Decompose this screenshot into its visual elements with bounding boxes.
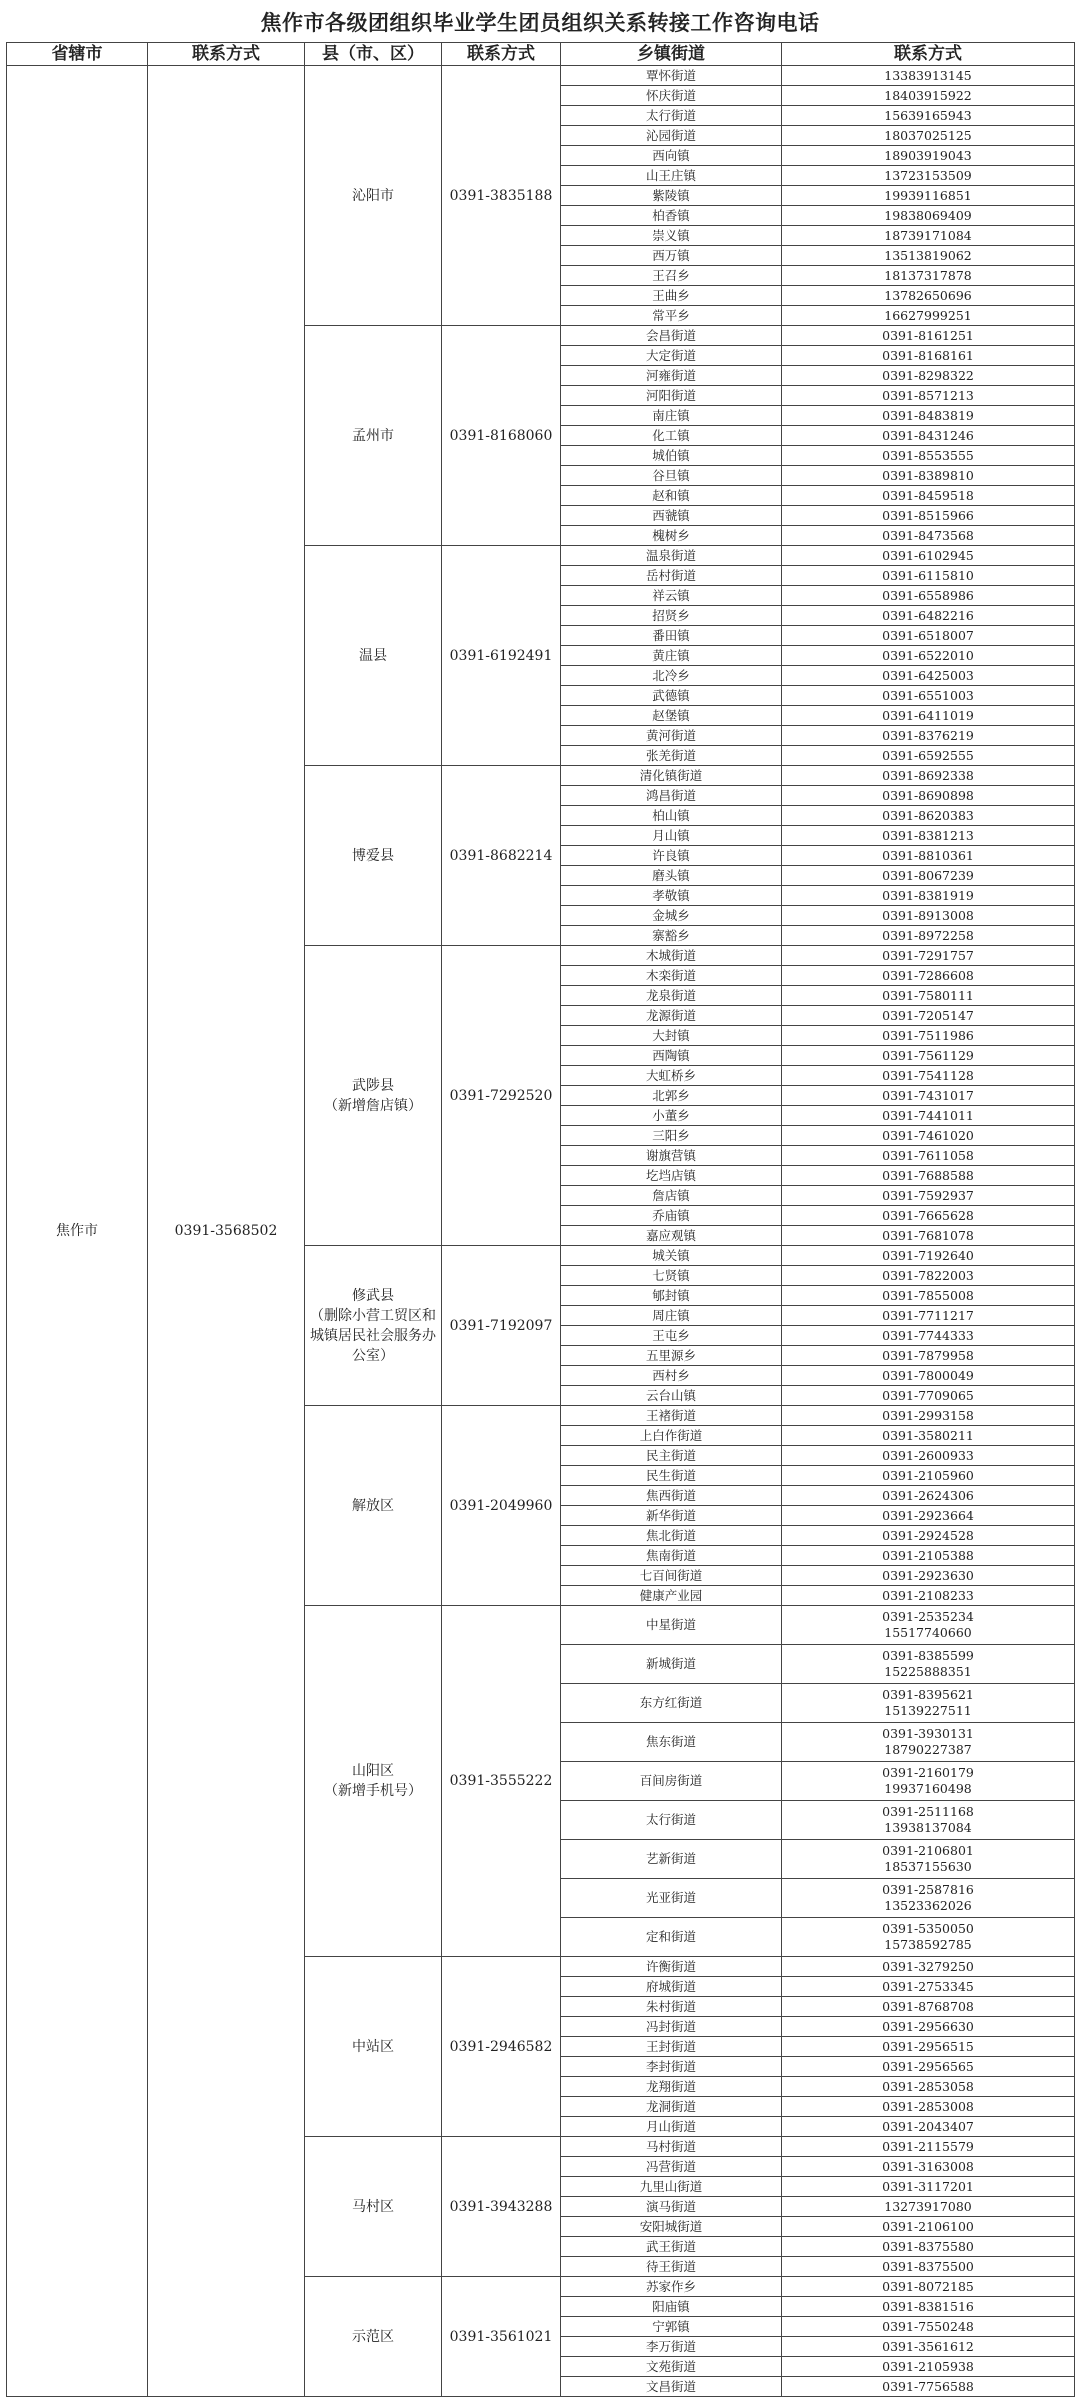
county-note: （新增手机号）: [324, 1783, 422, 1799]
town-phone: 0391-7580111: [782, 986, 1075, 1006]
town-phone-landline: 0391-2587816: [882, 1882, 974, 1897]
town-name: 朱村街道: [561, 1997, 782, 2017]
town-name: 焦南街道: [561, 1546, 782, 1566]
town-name: 木城街道: [561, 946, 782, 966]
town-name: 詹店镇: [561, 1186, 782, 1206]
county-note: （新增詹店镇）: [324, 1097, 422, 1114]
town-name: 河雍街道: [561, 366, 782, 386]
town-phone: 0391-8381919: [782, 886, 1075, 906]
town-phone: 0391-8072185: [782, 2277, 1075, 2297]
town-phone: 0391-8692338: [782, 766, 1075, 786]
town-name: 城伯镇: [561, 446, 782, 466]
town-phone: 0391-8810361: [782, 846, 1075, 866]
town-phone: 0391-7611058: [782, 1146, 1075, 1166]
town-phone: 0391-2108233: [782, 1586, 1075, 1606]
town-phone: 0391-6592555: [782, 746, 1075, 766]
town-phone: 0391-7461020: [782, 1126, 1075, 1146]
town-name: 覃怀街道: [561, 66, 782, 86]
town-name: 七百间街道: [561, 1566, 782, 1586]
town-name: 招贤乡: [561, 606, 782, 626]
town-phone: 0391-2853058: [782, 2077, 1075, 2097]
county-phone: 0391-2946582: [442, 1957, 561, 2137]
header-county-phone: 联系方式: [442, 43, 561, 66]
town-phone: 0391-7511986: [782, 1026, 1075, 1046]
town-phone: 0391-2956630: [782, 2017, 1075, 2037]
town-phone: [782, 1723, 1075, 1762]
town-name: 龙源街道: [561, 1006, 782, 1026]
town-name: 清化镇街道: [561, 766, 782, 786]
town-phone: 0391-2600933: [782, 1446, 1075, 1466]
town-phone: 15639165943: [782, 106, 1075, 126]
header-town-phone: 联系方式: [782, 43, 1075, 66]
town-phone-landline: 0391-2535234: [882, 1609, 974, 1624]
town-name: 磨头镇: [561, 866, 782, 886]
town-phone: 0391-6558986: [782, 586, 1075, 606]
county-phone: 0391-6192491: [442, 546, 561, 766]
town-phone: [782, 1918, 1075, 1957]
town-name: 祥云镇: [561, 586, 782, 606]
town-phone: 16627999251: [782, 306, 1075, 326]
town-phone: 19939116851: [782, 186, 1075, 206]
town-name: 孝敬镇: [561, 886, 782, 906]
county-name: 博爱县: [352, 847, 394, 864]
town-phone: 0391-7441011: [782, 1106, 1075, 1126]
town-name: 郇封镇: [561, 1286, 782, 1306]
town-name: 岳村街道: [561, 566, 782, 586]
town-name: 化工镇: [561, 426, 782, 446]
town-name: 王曲乡: [561, 286, 782, 306]
town-name: 柏山镇: [561, 806, 782, 826]
town-phone: 0391-7879958: [782, 1346, 1075, 1366]
town-name: 焦北街道: [561, 1526, 782, 1546]
county-name: 武陟县: [352, 1077, 394, 1094]
town-name: 西万镇: [561, 246, 782, 266]
town-name: 李封街道: [561, 2057, 782, 2077]
town-name: 西虢镇: [561, 506, 782, 526]
county-cell: [305, 546, 442, 766]
town-phone: [782, 1801, 1075, 1840]
town-phone: 0391-8553555: [782, 446, 1075, 466]
town-name: 温泉街道: [561, 546, 782, 566]
town-phone: 18903919043: [782, 146, 1075, 166]
table-row: [7, 66, 1075, 86]
header-city-phone: 联系方式: [148, 43, 305, 66]
county-cell: [305, 1246, 442, 1406]
town-name: 王褚街道: [561, 1406, 782, 1426]
town-phone: 0391-6522010: [782, 646, 1075, 666]
town-name: 会昌街道: [561, 326, 782, 346]
town-phone: 0391-2993158: [782, 1406, 1075, 1426]
town-phone: [782, 1606, 1075, 1645]
town-name: 宁郭镇: [561, 2317, 782, 2337]
town-phone: 0391-8913008: [782, 906, 1075, 926]
town-name: 许衡街道: [561, 1957, 782, 1977]
town-name: 待王街道: [561, 2257, 782, 2277]
town-phone-landline: 0391-2160179: [882, 1765, 974, 1780]
county-name: 温县: [359, 647, 387, 664]
town-phone: 19838069409: [782, 206, 1075, 226]
town-name: 演马街道: [561, 2197, 782, 2217]
town-phone: 0391-7541128: [782, 1066, 1075, 1086]
town-phone: 18403915922: [782, 86, 1075, 106]
town-phone: 0391-2923630: [782, 1566, 1075, 1586]
town-phone: 13782650696: [782, 286, 1075, 306]
town-phone: [782, 1840, 1075, 1879]
county-phone: 0391-7292520: [442, 946, 561, 1246]
town-phone-mobile: 13523362026: [884, 1898, 972, 1913]
town-phone: 0391-6551003: [782, 686, 1075, 706]
town-phone: 0391-3279250: [782, 1957, 1075, 1977]
town-name: 金城乡: [561, 906, 782, 926]
town-phone: 13723153509: [782, 166, 1075, 186]
town-name: 谷旦镇: [561, 466, 782, 486]
town-name: 光亚街道: [561, 1879, 782, 1918]
town-phone: 0391-7688588: [782, 1166, 1075, 1186]
town-phone: 0391-7681078: [782, 1226, 1075, 1246]
town-phone: 13273917080: [782, 2197, 1075, 2217]
county-name: 中站区: [352, 2038, 394, 2055]
town-name: 安阳城街道: [561, 2217, 782, 2237]
town-phone-mobile: 18537155630: [884, 1859, 972, 1874]
county-cell: [305, 1957, 442, 2137]
county-phone: 0391-3943288: [442, 2137, 561, 2277]
county-cell: [305, 2277, 442, 2397]
county-name: 解放区: [352, 1497, 394, 1514]
town-phone: 18739171084: [782, 226, 1075, 246]
town-name: 乔庙镇: [561, 1206, 782, 1226]
town-name: 西陶镇: [561, 1046, 782, 1066]
town-phone: 0391-8381516: [782, 2297, 1075, 2317]
town-phone: 13513819062: [782, 246, 1075, 266]
document-title: 焦作市各级团组织毕业学生团员组织关系转接工作咨询电话: [260, 10, 820, 35]
county-name: 山阳区: [352, 1763, 394, 1779]
town-name: 东方红街道: [561, 1684, 782, 1723]
town-name: 北郭乡: [561, 1086, 782, 1106]
town-name: 王封街道: [561, 2037, 782, 2057]
town-phone: 0391-3163008: [782, 2157, 1075, 2177]
town-phone: 0391-8473568: [782, 526, 1075, 546]
town-phone: 0391-6482216: [782, 606, 1075, 626]
town-phone: 0391-3580211: [782, 1426, 1075, 1446]
town-name: 九里山街道: [561, 2177, 782, 2197]
town-name: 新华街道: [561, 1506, 782, 1526]
town-phone: 0391-2043407: [782, 2117, 1075, 2137]
town-phone: 0391-3561612: [782, 2337, 1075, 2357]
town-name: 沁园街道: [561, 126, 782, 146]
county-cell: [305, 946, 442, 1246]
town-name: 焦东街道: [561, 1723, 782, 1762]
town-phone: [782, 1645, 1075, 1684]
town-phone-landline: 0391-2106801: [882, 1843, 974, 1858]
town-phone-mobile: 15738592785: [884, 1937, 972, 1952]
town-name: 怀庆街道: [561, 86, 782, 106]
town-phone: [782, 1762, 1075, 1801]
town-phone-mobile: 15225888351: [884, 1664, 972, 1679]
town-phone: 0391-7711217: [782, 1306, 1075, 1326]
town-name: 武德镇: [561, 686, 782, 706]
town-phone: 0391-8161251: [782, 326, 1075, 346]
town-phone: 0391-8376219: [782, 726, 1075, 746]
town-name: 大虹桥乡: [561, 1066, 782, 1086]
town-phone: 0391-2105960: [782, 1466, 1075, 1486]
town-name: 南庄镇: [561, 406, 782, 426]
town-name: 嘉应观镇: [561, 1226, 782, 1246]
county-name: 孟州市: [352, 427, 394, 444]
city-name: 焦作市: [7, 66, 148, 2397]
town-phone: 0391-2105938: [782, 2357, 1075, 2377]
town-name: 紫陵镇: [561, 186, 782, 206]
town-phone: 18137317878: [782, 266, 1075, 286]
town-phone-mobile: 19937160498: [884, 1781, 972, 1796]
town-name: 七贤镇: [561, 1266, 782, 1286]
county-cell: [305, 1606, 442, 1957]
county-name: 沁阳市: [352, 187, 394, 204]
county-cell: [305, 326, 442, 546]
town-name: 周庄镇: [561, 1306, 782, 1326]
county-cell: [305, 766, 442, 946]
town-phone-mobile: 15139227511: [884, 1703, 972, 1718]
town-name: 太行街道: [561, 1801, 782, 1840]
town-name: 城关镇: [561, 1246, 782, 1266]
town-phone: 0391-6102945: [782, 546, 1075, 566]
town-name: 龙洞街道: [561, 2097, 782, 2117]
town-phone: 0391-7550248: [782, 2317, 1075, 2337]
town-phone: 0391-7822003: [782, 1266, 1075, 1286]
town-name: 圪垱店镇: [561, 1166, 782, 1186]
county-cell: [305, 2137, 442, 2277]
contact-table: [6, 42, 1075, 2397]
town-phone: 0391-8571213: [782, 386, 1075, 406]
town-name: 苏家作乡: [561, 2277, 782, 2297]
town-phone-mobile: 13938137084: [884, 1820, 972, 1835]
town-name: 大定街道: [561, 346, 782, 366]
county-phone: 0391-8168060: [442, 326, 561, 546]
town-name: 许良镇: [561, 846, 782, 866]
town-name: 小董乡: [561, 1106, 782, 1126]
town-phone: 0391-3117201: [782, 2177, 1075, 2197]
town-phone-landline: 0391-3930131: [882, 1726, 974, 1741]
town-name: 谢旗营镇: [561, 1146, 782, 1166]
county-name: 马村区: [352, 2198, 394, 2215]
town-phone: 0391-7800049: [782, 1366, 1075, 1386]
town-phone: 0391-7709065: [782, 1386, 1075, 1406]
town-name: 民主街道: [561, 1446, 782, 1466]
town-phone: 0391-2115579: [782, 2137, 1075, 2157]
town-name: 三阳乡: [561, 1126, 782, 1146]
town-phone: 0391-8381213: [782, 826, 1075, 846]
town-name: 王屯乡: [561, 1326, 782, 1346]
county-phone: 0391-8682214: [442, 766, 561, 946]
header-city: 省辖市: [7, 43, 148, 66]
town-phone: 0391-8768708: [782, 1997, 1075, 2017]
town-phone: 0391-8375500: [782, 2257, 1075, 2277]
town-phone: 0391-7192640: [782, 1246, 1075, 1266]
town-phone: 0391-2753345: [782, 1977, 1075, 1997]
town-name: 龙翔街道: [561, 2077, 782, 2097]
town-phone: 13383913145: [782, 66, 1075, 86]
town-name: 民生街道: [561, 1466, 782, 1486]
town-name: 河阳街道: [561, 386, 782, 406]
town-name: 赵堡镇: [561, 706, 782, 726]
town-name: 常平乡: [561, 306, 782, 326]
town-phone: 0391-7431017: [782, 1086, 1075, 1106]
town-phone: 0391-7855008: [782, 1286, 1075, 1306]
town-name: 槐树乡: [561, 526, 782, 546]
header-county: 县（市、区）: [305, 43, 442, 66]
town-phone: 0391-7744333: [782, 1326, 1075, 1346]
town-phone-mobile: 15517740660: [884, 1625, 972, 1640]
town-phone: 0391-2956515: [782, 2037, 1075, 2057]
county-name: 示范区: [352, 2328, 394, 2345]
town-name: 北冷乡: [561, 666, 782, 686]
town-name: 李万街道: [561, 2337, 782, 2357]
town-name: 大封镇: [561, 1026, 782, 1046]
town-name: 百间房街道: [561, 1762, 782, 1801]
town-phone: 0391-2105388: [782, 1546, 1075, 1566]
town-phone: [782, 1684, 1075, 1723]
county-name: 修武县: [352, 1287, 394, 1304]
town-phone: 0391-6115810: [782, 566, 1075, 586]
town-name: 艺新街道: [561, 1840, 782, 1879]
county-cell: [305, 66, 442, 326]
town-name: 寨豁乡: [561, 926, 782, 946]
town-name: 鸿昌街道: [561, 786, 782, 806]
town-name: 西村乡: [561, 1366, 782, 1386]
town-name: 山王庄镇: [561, 166, 782, 186]
town-phone-landline: 0391-8395621: [882, 1687, 974, 1702]
town-name: 云台山镇: [561, 1386, 782, 1406]
town-name: 赵和镇: [561, 486, 782, 506]
town-name: 番田镇: [561, 626, 782, 646]
town-phone: 0391-8168161: [782, 346, 1075, 366]
town-name: 西向镇: [561, 146, 782, 166]
town-phone: 0391-8620383: [782, 806, 1075, 826]
town-phone: 0391-7205147: [782, 1006, 1075, 1026]
town-name: 黄庄镇: [561, 646, 782, 666]
town-phone: 0391-8298322: [782, 366, 1075, 386]
town-name: 太行街道: [561, 106, 782, 126]
town-phone: 18037025125: [782, 126, 1075, 146]
town-phone: 0391-8972258: [782, 926, 1075, 946]
town-phone-mobile: 18790227387: [884, 1742, 972, 1757]
county-note: （删除小营工贸区和城镇居民社会服务办公室）: [310, 1307, 436, 1364]
town-name: 龙泉街道: [561, 986, 782, 1006]
town-name: 黄河街道: [561, 726, 782, 746]
town-name: 王召乡: [561, 266, 782, 286]
town-name: 冯封街道: [561, 2017, 782, 2037]
town-phone: 0391-8515966: [782, 506, 1075, 526]
town-name: 月山街道: [561, 2117, 782, 2137]
town-phone: 0391-2956565: [782, 2057, 1075, 2077]
town-name: 健康产业园: [561, 1586, 782, 1606]
county-phone: 0391-2049960: [442, 1406, 561, 1606]
town-name: 月山镇: [561, 826, 782, 846]
town-phone: 0391-8431246: [782, 426, 1075, 446]
table-body: [7, 66, 1075, 2397]
town-phone: 0391-8375580: [782, 2237, 1075, 2257]
county-phone: 0391-3561021: [442, 2277, 561, 2397]
town-name: 崇义镇: [561, 226, 782, 246]
header-town: 乡镇街道: [561, 43, 782, 66]
town-phone: 0391-7291757: [782, 946, 1075, 966]
town-phone-landline: 0391-8385599: [882, 1648, 974, 1663]
town-phone: 0391-7561129: [782, 1046, 1075, 1066]
town-phone-landline: 0391-2511168: [882, 1804, 974, 1819]
town-phone: 0391-8389810: [782, 466, 1075, 486]
town-phone: 0391-8483819: [782, 406, 1075, 426]
town-name: 焦西街道: [561, 1486, 782, 1506]
town-name: 中星街道: [561, 1606, 782, 1645]
county-cell: [305, 1406, 442, 1606]
city-phone: 0391-3568502: [148, 66, 305, 2397]
town-name: 张羌街道: [561, 746, 782, 766]
town-name: 文昌街道: [561, 2377, 782, 2397]
town-name: 马村街道: [561, 2137, 782, 2157]
town-name: 五里源乡: [561, 1346, 782, 1366]
town-name: 府城街道: [561, 1977, 782, 1997]
town-name: 柏香镇: [561, 206, 782, 226]
town-phone: 0391-6425003: [782, 666, 1075, 686]
town-phone: 0391-2853008: [782, 2097, 1075, 2117]
town-phone: 0391-8067239: [782, 866, 1075, 886]
town-phone: 0391-8459518: [782, 486, 1075, 506]
town-phone: 0391-7756588: [782, 2377, 1075, 2397]
town-name: 木栾街道: [561, 966, 782, 986]
town-name: 冯营街道: [561, 2157, 782, 2177]
town-phone: 0391-2106100: [782, 2217, 1075, 2237]
town-phone: [782, 1879, 1075, 1918]
town-phone: 0391-2923664: [782, 1506, 1075, 1526]
town-phone: 0391-7592937: [782, 1186, 1075, 1206]
county-phone: 0391-3835188: [442, 66, 561, 326]
town-phone: 0391-2624306: [782, 1486, 1075, 1506]
town-name: 定和街道: [561, 1918, 782, 1957]
town-name: 文苑街道: [561, 2357, 782, 2377]
town-phone: 0391-6518007: [782, 626, 1075, 646]
town-name: 新城街道: [561, 1645, 782, 1684]
county-phone: 0391-7192097: [442, 1246, 561, 1406]
town-phone: 0391-8690898: [782, 786, 1075, 806]
town-phone: 0391-7286608: [782, 966, 1075, 986]
town-phone: 0391-6411019: [782, 706, 1075, 726]
town-name: 上白作街道: [561, 1426, 782, 1446]
town-phone: 0391-2924528: [782, 1526, 1075, 1546]
town-name: 阳庙镇: [561, 2297, 782, 2317]
county-phone: 0391-3555222: [442, 1606, 561, 1957]
table-header-row: [7, 43, 1075, 66]
town-phone: 0391-7665628: [782, 1206, 1075, 1226]
town-phone-landline: 0391-5350050: [882, 1921, 974, 1936]
town-name: 武王街道: [561, 2237, 782, 2257]
